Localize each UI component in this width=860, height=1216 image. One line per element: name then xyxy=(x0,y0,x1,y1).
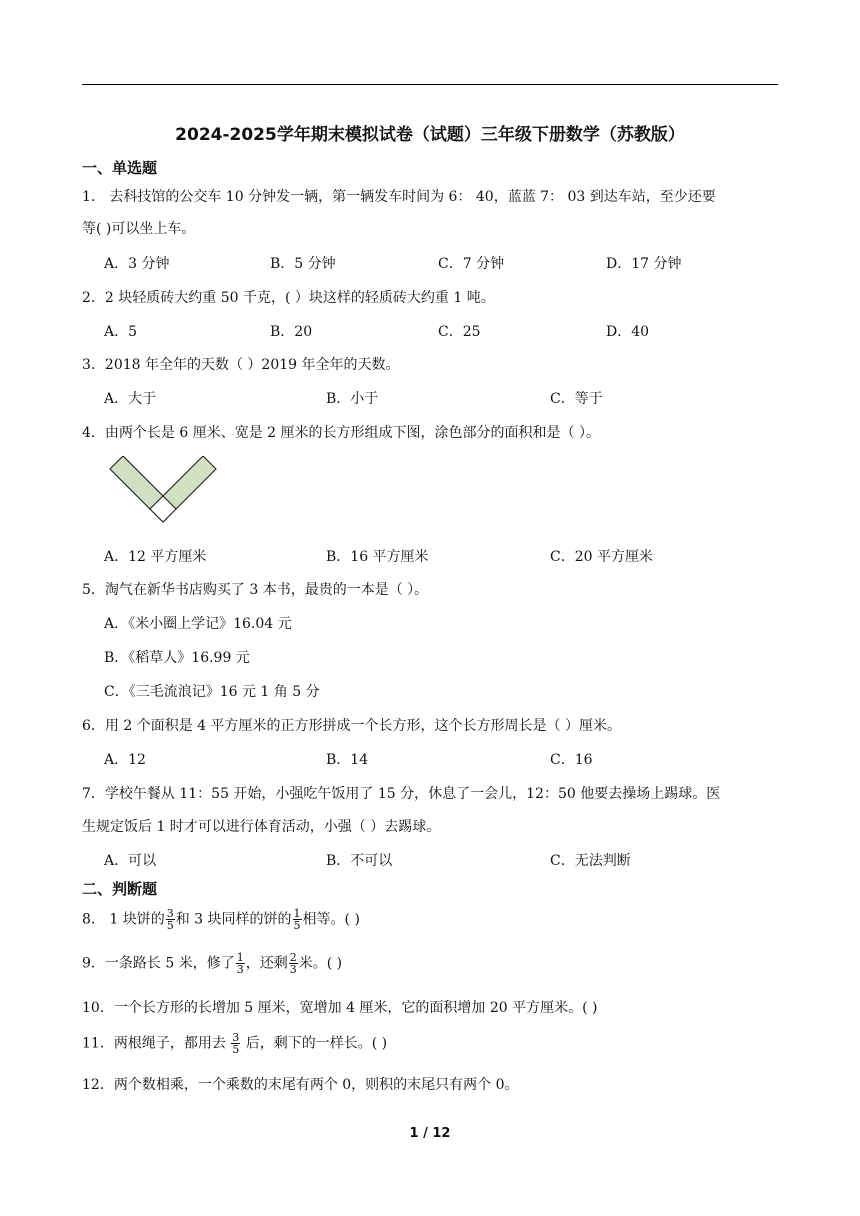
question-11-text-a: 11．两根绳子，都用去 xyxy=(82,1035,231,1052)
question-8-text-b: 和 3 块同样的饼的 xyxy=(175,911,292,928)
question-12: 12．两个数相乘，一个乘数的末尾有两个 0，则积的末尾只有两个 0。 xyxy=(82,1077,519,1093)
question-11-text-b: 后，剩下的一样长。( ) xyxy=(241,1035,388,1052)
question-2-option-c[interactable]: C．25 xyxy=(438,324,481,340)
question-5-option-a[interactable]: A．《米小圈上学记》16.04 元 xyxy=(104,616,292,632)
question-5-option-c[interactable]: C．《三毛流浪记》16 元 1 角 5 分 xyxy=(104,684,320,700)
question-8 xyxy=(82,908,360,931)
fraction-three-fifths: $\frac{3}{5}$ xyxy=(232,1031,240,1056)
question-8-text-a: 8． 1 块饼的 xyxy=(82,911,165,928)
question-4: 4．由两个长是 6 厘米、宽是 2 厘米的长方形组成下图，涂色部分的面积和是（ ）。 xyxy=(82,425,600,441)
question-7-option-c[interactable]: C．无法判断 xyxy=(550,853,631,869)
question-3-option-b[interactable]: B．小于 xyxy=(326,391,379,407)
question-2: 2．2 块轻质砖大约重 50 千克，( ）块这样的轻质砖大约重 1 吨。 xyxy=(82,290,495,306)
question-4-figure xyxy=(104,456,224,532)
question-1-line-1: 1． 去科技馆的公交车 10 分钟发一辆，第一辆发车时间为 6： 40，蓝蓝 7： 03 到达车站，至少还要 xyxy=(82,189,716,205)
question-6-option-c[interactable]: C．16 xyxy=(550,752,593,768)
question-3: 3．2018 年全年的天数（ ）2019 年全年的天数。 xyxy=(82,357,400,373)
fraction-one-fifth: $\frac{1}{5}$ xyxy=(293,907,301,932)
header-rule xyxy=(82,84,778,85)
question-9 xyxy=(82,952,342,975)
question-1-option-c[interactable]: C．7 分钟 xyxy=(438,256,505,272)
question-7-line-1: 7．学校午餐从 11：55 开始，小强吃午饭用了 15 分，休息了一会儿，12：50 他要去操场上踢球。医 xyxy=(82,786,721,802)
question-6-option-b[interactable]: B．14 xyxy=(326,752,369,768)
question-10: 10．一个长方形的长增加 5 厘米，宽增加 4 厘米，它的面积增加 20 平方厘米。( ) xyxy=(82,1000,598,1016)
question-9-text-c: 米。( ) xyxy=(298,955,343,972)
question-2-option-b[interactable]: B．20 xyxy=(270,324,313,340)
question-9-text-a: 9．一条路长 5 米，修了 xyxy=(82,955,235,972)
shaded-right xyxy=(163,456,216,509)
question-3-option-a[interactable]: A．大于 xyxy=(104,391,157,407)
page-title: 2024-2025学年期末模拟试卷（试题）三年级下册数学（苏教版） xyxy=(175,125,685,145)
section-heading-single-choice: 一、单选题 xyxy=(82,159,158,177)
question-7-line-2: 生规定饭后 1 时才可以进行体育活动，小强（ ）去踢球。 xyxy=(82,819,441,835)
question-7-option-b[interactable]: B．不可以 xyxy=(326,853,393,869)
question-1-option-b[interactable]: B．5 分钟 xyxy=(270,256,336,272)
fraction-two-thirds: $\frac{2}{3}$ xyxy=(289,951,297,976)
question-1-line-2: 等( )可以坐上车。 xyxy=(82,221,196,237)
question-1-option-a[interactable]: A．3 分钟 xyxy=(104,256,170,272)
question-4-option-a[interactable]: A．12 平方厘米 xyxy=(104,549,207,565)
question-11 xyxy=(82,1032,387,1055)
question-8-text-c: 相等。( ) xyxy=(302,911,360,928)
question-4-option-b[interactable]: B．16 平方厘米 xyxy=(326,549,429,565)
page-number: 1 / 12 xyxy=(409,1126,451,1141)
question-9-text-b: ，还剩 xyxy=(245,955,288,972)
section-heading-true-false: 二、判断题 xyxy=(82,880,158,898)
question-4-option-c[interactable]: C．20 平方厘米 xyxy=(550,549,653,565)
fraction-one-third: $\frac{1}{3}$ xyxy=(236,951,244,976)
question-2-option-a[interactable]: A．5 xyxy=(104,324,138,340)
question-6-option-a[interactable]: A．12 xyxy=(104,752,146,768)
question-3-option-c[interactable]: C．等于 xyxy=(550,391,603,407)
question-5-option-b[interactable]: B．《稻草人》16.99 元 xyxy=(104,650,250,666)
question-5: 5．淘气在新华书店购买了 3 本书，最贵的一本是（ ）。 xyxy=(82,582,429,598)
fraction-three-fifths: $\frac{3}{5}$ xyxy=(166,907,174,932)
question-2-option-d[interactable]: D．40 xyxy=(606,324,650,340)
question-1-option-d[interactable]: D．17 分钟 xyxy=(606,256,682,272)
question-7-option-a[interactable]: A．可以 xyxy=(104,853,157,869)
question-6: 6．用 2 个面积是 4 平方厘米的正方形拼成一个长方形，这个长方形周长是（ ）厘米。 xyxy=(82,718,621,734)
